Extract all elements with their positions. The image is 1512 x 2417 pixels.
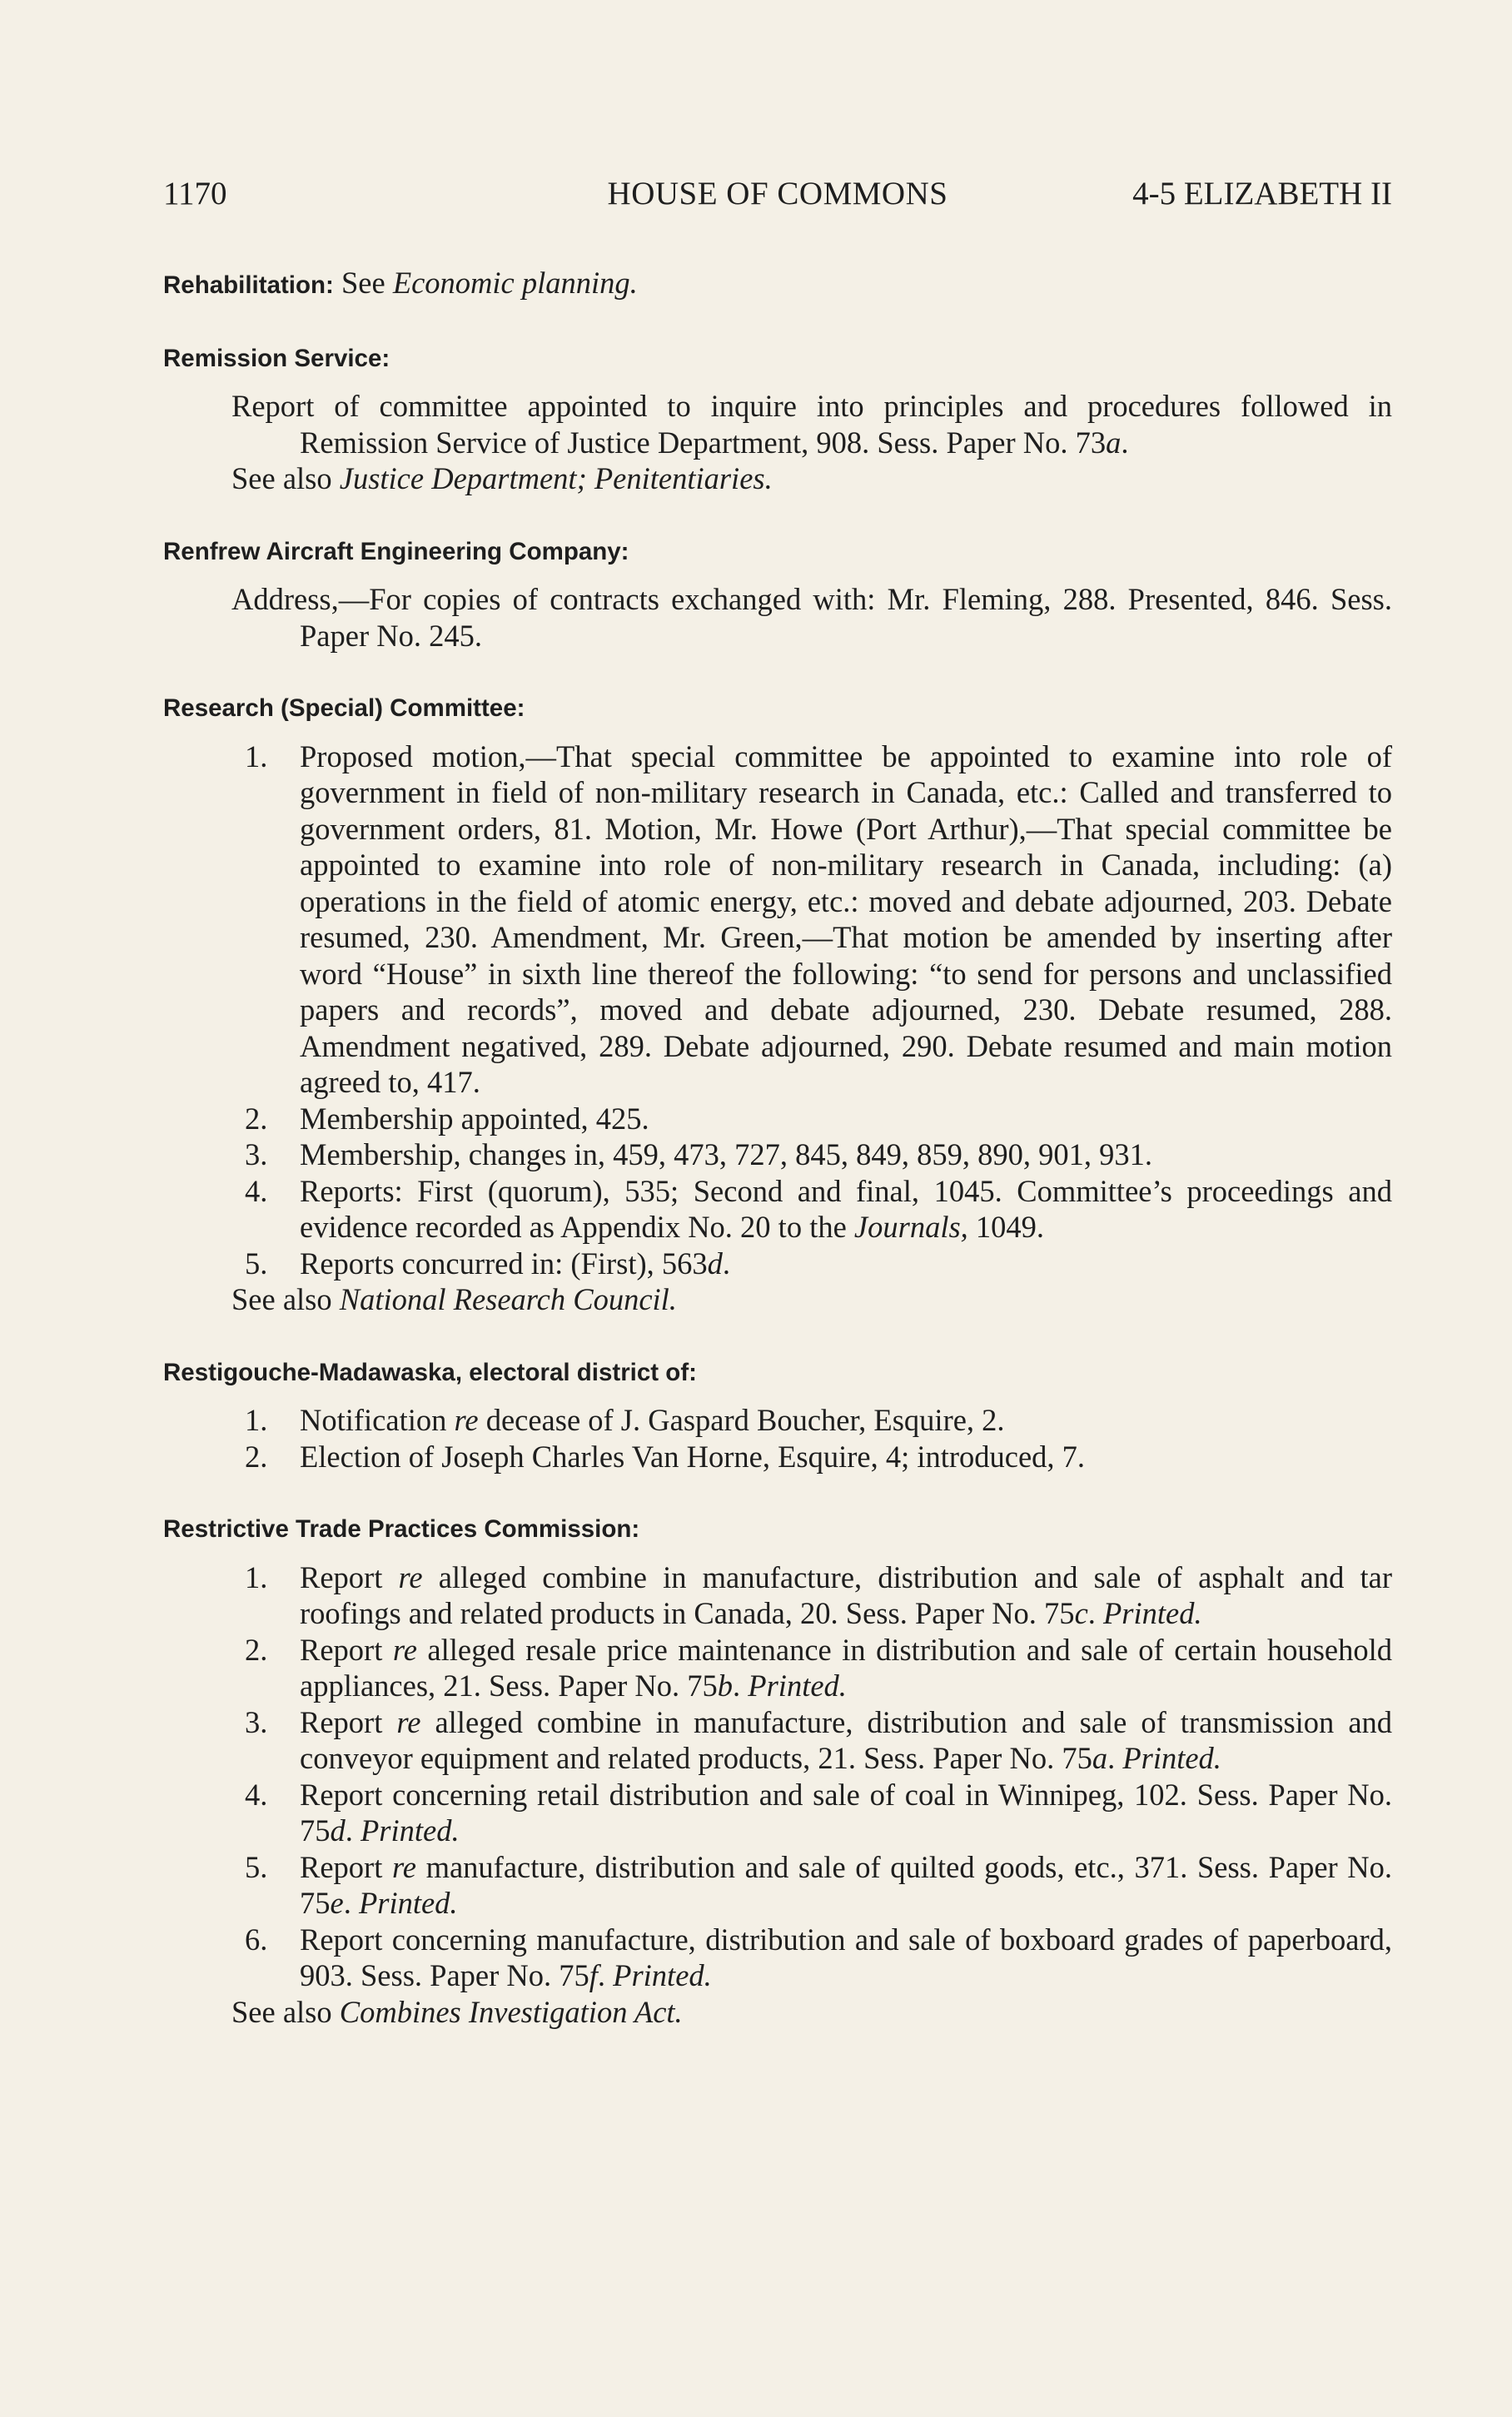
see-prefix: See [341, 266, 385, 300]
cross-reference: Justice Department; Penitentiaries. [339, 461, 773, 495]
item-number: 3. [245, 1704, 268, 1739]
item-number: 1. [245, 1403, 268, 1437]
cross-reference: Combines Investigation Act. [339, 1994, 683, 2029]
list-item: 6. Report concerning manufacture, distribution and sale of boxboard grades of paperboard, 903. Sess. Paper No. 75f. Printed. [245, 1922, 1392, 1992]
entry-heading: Research (Special) Committee: [163, 694, 525, 722]
entry-heading-line [163, 265, 1392, 304]
entry-paragraph: Report of committee appointed to inquire into principles and procedures followed in Remission Service of Justice Department, 908. Sess. Paper No. 73a. [231, 389, 1392, 460]
entry-restrictive-trade-practices [163, 1511, 1392, 2030]
entry-heading: Remission Service: [163, 344, 390, 372]
list-item: 5. Reports concurred in: (First), 563d. [245, 1246, 730, 1281]
item-number: 5. [245, 1246, 268, 1281]
entry-heading: Restrictive Trade Practices Commission: [163, 1515, 640, 1543]
list-item: 2. Membership appointed, 425. [245, 1101, 649, 1136]
item-number: 5. [245, 1849, 268, 1884]
list-item: 5. Report re manufacture, distribution and sale of quilted goods, etc., 371. Sess. Paper No. 75e. Printed. [245, 1849, 1392, 1920]
item-number: 4. [245, 1173, 268, 1208]
list-item: 3. Report re alleged combine in manufacture, distribution and sale of transmission and conveyor equipment and related products, 21. Sess. Paper No. 75a. Printed. [245, 1704, 1393, 1775]
entry-restigouche-madawaska [163, 1355, 1392, 1475]
cross-reference: Economic planning. [392, 266, 638, 300]
item-number: 6. [245, 1922, 268, 1957]
entry-heading: Renfrew Aircraft Engineering Company: [163, 537, 629, 565]
entry-research-committee [163, 690, 1392, 1318]
page-number: 1170 [163, 176, 227, 211]
item-number: 2. [245, 1632, 268, 1667]
list-item: 4. Reports: First (quorum), 535; Second and final, 1045. Committee’s proceedings and evidence recorded as Appendix No. 20 to the Journals, 1049. [245, 1173, 1392, 1244]
entry-rehabilitation [163, 265, 1392, 304]
see-also-line: See also National Research Council. [231, 1282, 677, 1316]
list-item: 1. Report re alleged combine in manufacture, distribution and sale of asphalt and tar roofings and related products in Canada, 20. Sess. Paper No. 75c. Printed. [245, 1559, 1392, 1630]
entry-heading: Restigouche-Madawaska, electoral district of: [163, 1358, 697, 1386]
item-number: 1. [245, 739, 268, 773]
entry-renfrew-aircraft [163, 534, 1392, 654]
item-number: 4. [245, 1777, 268, 1812]
list-item: 4. Report concerning retail distribution and sale of coal in Winnipeg, 102. Sess. Paper No. 75d. Printed. [245, 1777, 1392, 1848]
item-number: 3. [245, 1137, 268, 1171]
running-header [163, 171, 1392, 217]
see-also-line: See also Justice Department; Penitentiaries. [231, 461, 773, 495]
see-also-line: See also Combines Investigation Act. [231, 1994, 683, 2029]
list-item: 2. Report re alleged resale price maintenance in distribution and sale of certain household appliances, 21. Sess. Paper No. 75b. Printed. [245, 1632, 1393, 1703]
item-number: 1. [245, 1559, 268, 1594]
regnal-year: 4-5 ELIZABETH II [1132, 176, 1392, 211]
page-title: HOUSE OF COMMONS [607, 176, 948, 211]
list-item: 3. Membership, changes in, 459, 473, 727, 845, 849, 859, 890, 901, 931. [245, 1137, 1152, 1171]
list-item: 2. Election of Joseph Charles Van Horne, Esquire, 4; introduced, 7. [245, 1439, 1086, 1474]
item-number: 2. [245, 1439, 268, 1474]
index-content [163, 265, 1392, 2066]
list-item: 1. Notification re decease of J. Gaspard Boucher, Esquire, 2. [245, 1403, 1005, 1437]
item-number: 2. [245, 1101, 268, 1136]
entry-remission-service [163, 341, 1392, 497]
entry-paragraph: Address,—For copies of contracts exchanged with: Mr. Fleming, 288. Presented, 846. Sess. Paper No. 245. [231, 582, 1392, 653]
cross-reference: National Research Council. [339, 1282, 677, 1316]
entry-heading: Rehabilitation: [163, 271, 334, 299]
list-item: 1. Proposed motion,—That special committee be appointed to examine into role of government in field of non-military research in Canada, etc.: Called and transferred to government orders, 81. Motion, Mr. Howe (Port Arthur),—That special committee be appointed to examine into role of non-military research in Canada, including: (a) operations in the field of atomic energy, etc.: moved and debate adjourned, 203. Debate resumed, 230. Amendment, Mr. Green,—That motion be amended by inserting after word “House” in sixth line thereof the following: “to send for persons and unclassified papers and records”, moved and debate adjourned, 230. Debate resumed, 288. Amendment negatived, 289. Debate adjourned, 290. Debate resumed and main motion agreed to, 417. [245, 739, 1392, 1099]
